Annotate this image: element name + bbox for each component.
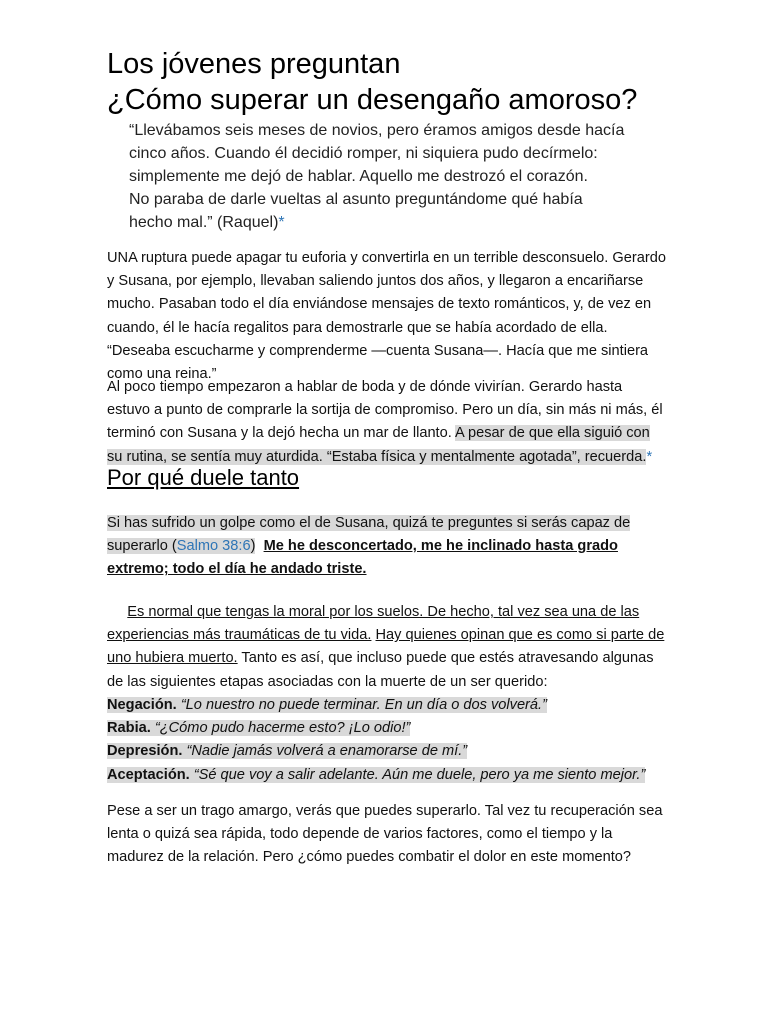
stage-label: Rabia. [107, 720, 151, 737]
paragraph-story-text: Al poco tiempo empezaron a hablar de boda y de dónde vivirían. Gerardo hasta estuvo a punto de comprarle la sortija de compromiso. Pero un día, sin más ni más, él terminó con Susana y la dejó hecha un mar de llanto. [107, 379, 663, 442]
quote-line: simplemente me dejó de hablar. Aquello me destrozó el corazón. [129, 168, 588, 185]
paragraph-closing: Pese a ser un trago amargo, verás que puedes superarlo. Tal vez tu recuperación sea lenta o quizá sea rápida, todo depende de varios factores, como el tiempo y la madurez de la relación. Pero ¿cómo puedes combatir el dolor en este momento? [107, 803, 663, 866]
highlighted-text: Si has sufrido un golpe como el de Susana, quizá te preguntes si serás capaz de superarlo ( [107, 515, 631, 555]
quote-line: No paraba de darle vueltas al asunto preguntándome qué había [129, 191, 583, 208]
stage-text: “¿Cómo pudo hacerme esto? ¡Lo odio!” [154, 720, 411, 737]
stage-label: Negación. [107, 697, 177, 713]
quote-line-last [129, 211, 649, 234]
underlined-text: Hay quienes opinan que es como si parte de uno hubiera muerto. [107, 627, 665, 667]
highlighted-text: A pesar de que ella siguió con su rutina, se sentía muy aturdida. “Estaba física y mentalmente agotada”, recuerda. [107, 425, 650, 465]
stage-item [107, 694, 667, 717]
scripture-quote: Me he desconcertado, me he inclinado hasta grado extremo; todo el día he andado triste. [107, 538, 618, 578]
paren-close: ) [250, 538, 256, 555]
stage-item [107, 717, 667, 740]
stage-label: Depresión. [107, 743, 183, 760]
opening-quote [129, 119, 649, 234]
paragraph-normal-text: Tanto es así, que incluso puede que estés atravesando algunas de las siguientes etapas asociadas con la muerte de un ser querido: [107, 650, 654, 690]
section-heading: Por qué duele tanto [107, 465, 300, 490]
stage-text: “Sé que voy a salir adelante. Aún me duele, pero ya me siento mejor.” [193, 766, 646, 783]
stage-label: Aceptación. [107, 766, 190, 783]
grief-stages-list [107, 694, 667, 787]
stage-highlight [107, 767, 645, 783]
paragraph-story [107, 376, 667, 469]
footnote-link[interactable]: * [278, 214, 285, 231]
footnote-link[interactable]: * [646, 448, 653, 465]
quote-line: cinco años. Cuando él decidió romper, ni siquiera pudo decírmelo: [129, 145, 598, 162]
paragraph-normal [107, 601, 667, 694]
stage-highlight [107, 697, 547, 713]
page-title-line1: Los jóvenes preguntan [107, 48, 401, 80]
quote-line: “Llevábamos seis meses de novios, pero éramos amigos desde hacía [129, 122, 625, 139]
scripture-link[interactable]: Salmo 38:6 [176, 538, 251, 555]
stage-text: “Nadie jamás volverá a enamorarse de mí.” [186, 743, 468, 760]
paragraph-intro: UNA ruptura puede apagar tu euforia y convertirla en un terrible desconsuelo. Gerardo y Susana, por ejemplo, llevaban saliendo juntos dos años, y llegaron a encariñarse mucho. Pasaban todo el día enviándose mensajes de texto románticos, y, de vez en cuando, él le hacía regalitos para demostrarle que se había acordado de ella. “Deseaba escucharme y comprenderme —cuenta Susana—. Hacía que me sintiera como una reina.” [107, 250, 666, 383]
stage-item [107, 764, 667, 787]
stage-highlight [107, 743, 467, 759]
stage-item [107, 740, 667, 763]
quote-line-text: hecho mal.” (Raquel) [129, 214, 279, 231]
paragraph-scripture [107, 512, 667, 582]
page-title-line2: ¿Cómo superar un desengaño amoroso? [107, 84, 638, 116]
stage-highlight [107, 720, 410, 736]
stage-text: “Lo nuestro no puede terminar. En un día o dos volverá.” [180, 697, 547, 713]
underlined-text: Es normal que tengas la moral por los suelos. De hecho, tal vez sea una de las experiencias más traumáticas de tu vida. [107, 604, 640, 644]
